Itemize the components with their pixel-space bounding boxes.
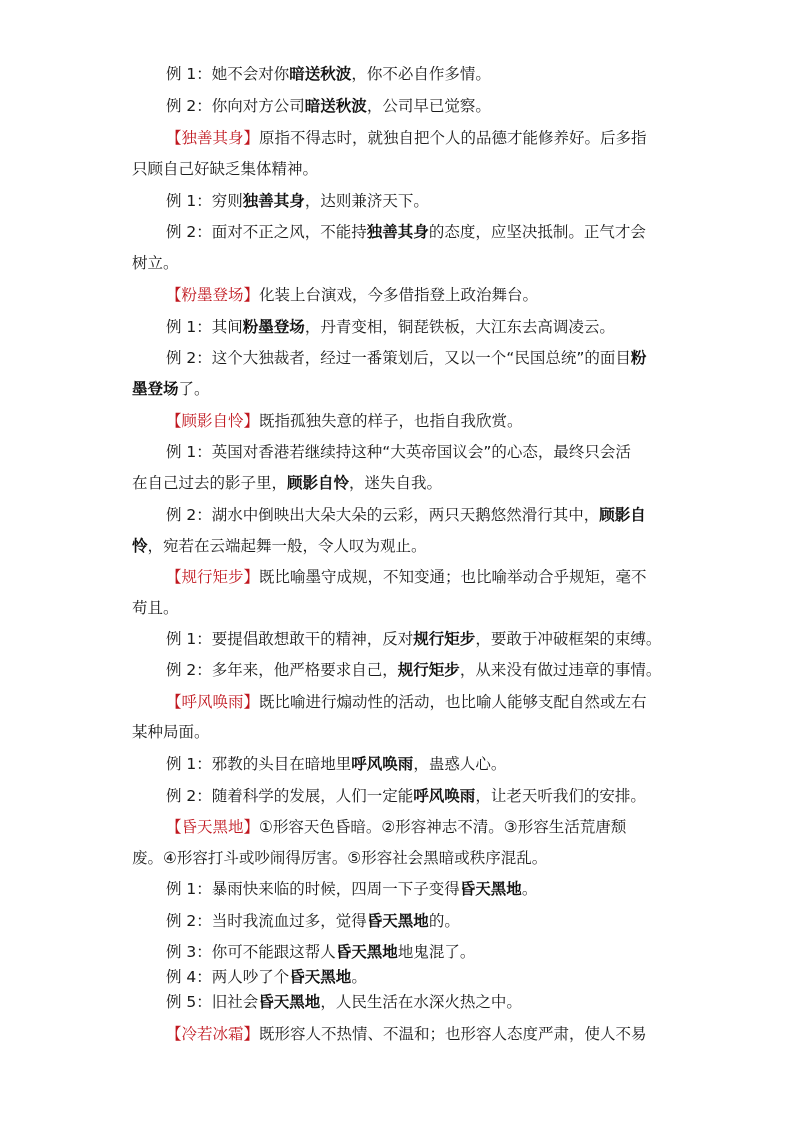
- text-segment: ，让老天听我们的安排。: [475, 787, 646, 805]
- text-segment: 化装上台演戏，今多借指登上政治舞台。: [259, 286, 539, 304]
- idiom-bold: 粉墨登场: [242, 318, 305, 336]
- idiom-bold: 昏天黑地: [258, 993, 321, 1011]
- text-segment: 地鬼混了。: [397, 943, 476, 961]
- text-segment: ，丹青变相，铜琵铁板，大江东去高调凌云。: [304, 318, 615, 336]
- text-segment: 例 2：多年来，他严格要求自己，: [166, 661, 398, 679]
- idiom-bold: 独善其身: [366, 223, 429, 241]
- text-segment: 例 2：随着科学的发展，人们一定能: [166, 787, 414, 805]
- text-segment: 树立。: [132, 254, 179, 272]
- idiom-term: 【呼风唤雨】: [166, 693, 260, 711]
- text-segment: 例 1：她不会对你: [166, 65, 290, 83]
- text-segment: ，迷失自我。: [349, 474, 443, 492]
- text-line: [166, 817, 626, 837]
- text-segment: 在自己过去的影子里，: [132, 474, 288, 492]
- text-line: [166, 411, 523, 431]
- text-line: [166, 754, 506, 774]
- text-segment: 例 2：面对不正之风，不能持: [166, 223, 367, 241]
- text-segment: ，人民生活在水深火热之中。: [320, 993, 522, 1011]
- text-segment: 废。④形容打斗或吵闹得厉害。⑤形容社会黑暗或秩序混乱。: [132, 849, 548, 867]
- idiom-bold: 墨登场: [132, 380, 179, 398]
- idiom-bold: 规行矩步: [397, 661, 460, 679]
- text-line: [132, 253, 179, 273]
- text-segment: 了。: [178, 380, 210, 398]
- text-line: [166, 348, 646, 368]
- text-segment: 例 2：当时我流血过多，觉得: [166, 912, 367, 930]
- text-segment: 例 1：邪教的头目在暗地里: [166, 755, 352, 773]
- text-segment: 既比喻进行煽动性的活动，也比喻人能够支配自然或左右: [259, 693, 647, 711]
- text-line: [166, 660, 661, 680]
- text-segment: ，要敢于冲破框架的束缚。: [475, 630, 662, 648]
- idiom-term: 【冷若冰霜】: [166, 1025, 260, 1043]
- text-line: [166, 942, 475, 962]
- text-segment: 例 2：你向对方公司: [166, 97, 305, 115]
- text-line: [132, 536, 427, 556]
- text-segment: 例 1：要提倡敢想敢干的精神，反对: [166, 630, 414, 648]
- text-segment: ，达则兼济天下。: [304, 192, 429, 210]
- idiom-bold: 怜: [132, 537, 148, 555]
- text-segment: 例 1：英国对香港若继续持这种“大英帝国议会”的心态，最终只会活: [166, 443, 631, 461]
- text-segment: ，宛若在云端起舞一般，令人叹为观止。: [147, 537, 427, 555]
- text-line: [166, 567, 647, 587]
- text-segment: 某种局面。: [132, 723, 210, 741]
- text-segment: ，你不必自作多情。: [351, 65, 491, 83]
- text-line: [166, 96, 491, 116]
- text-segment: 的态度，应坚决抵制。正气才会: [428, 223, 646, 241]
- text-line: [166, 222, 646, 242]
- text-line: [166, 317, 615, 337]
- idiom-bold: 独善其身: [242, 192, 305, 210]
- text-line: [166, 967, 367, 987]
- idiom-bold: 暗送秋波: [289, 65, 352, 83]
- text-segment: ，从来没有做过违章的事情。: [459, 661, 662, 679]
- text-line: [166, 285, 538, 305]
- text-segment: 例 4：两人吵了个: [166, 968, 290, 986]
- text-segment: 例 1：其间: [166, 318, 243, 336]
- idiom-bold: 昏天黑地: [459, 880, 522, 898]
- text-segment: 例 2：这个大独裁者，经过一番策划后，又以一个“民国总统”的面目: [166, 349, 631, 367]
- text-line: [166, 692, 647, 712]
- idiom-term: 【独善其身】: [166, 129, 260, 147]
- text-segment: 例 3：你可不能跟这帮人: [166, 943, 336, 961]
- text-line: [166, 1024, 647, 1044]
- text-line: [166, 505, 646, 525]
- text-line: [166, 442, 631, 462]
- text-segment: 的。: [428, 912, 460, 930]
- text-segment: 例 1：穷则: [166, 192, 243, 210]
- idiom-bold: 昏天黑地: [366, 912, 429, 930]
- text-line: [132, 473, 442, 493]
- text-line: [166, 191, 429, 211]
- text-segment: 。: [521, 880, 538, 898]
- text-line: [166, 879, 537, 899]
- text-segment: 苟且。: [132, 599, 179, 617]
- idiom-bold: 昏天黑地: [289, 968, 352, 986]
- idiom-bold: 顾影自怜: [287, 474, 350, 492]
- text-segment: 原指不得志时，就独自把个人的品德才能修养好。后多指: [259, 129, 647, 147]
- text-segment: ①形容天色昏暗。②形容神志不清。③形容生活荒唐颓: [259, 818, 627, 836]
- text-line: [166, 128, 647, 148]
- text-line: [166, 64, 491, 84]
- text-segment: 既形容人不热情、不温和；也形容人态度严肃，使人不易: [259, 1025, 647, 1043]
- idiom-bold: 顾影自: [599, 506, 646, 524]
- idiom-bold: 粉: [630, 349, 647, 367]
- text-segment: 例 5：旧社会: [166, 993, 259, 1011]
- text-line: [166, 911, 460, 931]
- idiom-bold: 昏天黑地: [335, 943, 398, 961]
- text-segment: 既指孤独失意的样子，也指自我欣赏。: [259, 412, 523, 430]
- text-line: [166, 992, 522, 1012]
- text-segment: 例 1：暴雨快来临的时候，四周一下子变得: [166, 880, 460, 898]
- text-line: [132, 598, 179, 618]
- idiom-term: 【粉墨登场】: [166, 286, 260, 304]
- text-line: [132, 159, 318, 179]
- idiom-bold: 暗送秋波: [304, 97, 367, 115]
- text-line: [166, 629, 661, 649]
- idiom-term: 【顾影自怜】: [166, 412, 260, 430]
- idiom-bold: 规行矩步: [413, 630, 476, 648]
- text-segment: ，蛊惑人心。: [413, 755, 507, 773]
- text-segment: 例 2：湖水中倒映出大朵大朵的云彩，两只天鹅悠然滑行其中，: [166, 506, 600, 524]
- text-segment: 既比喻墨守成规，不知变通；也比喻举动合乎规矩，毫不: [259, 568, 647, 586]
- text-segment: 。: [351, 968, 367, 986]
- text-line: [132, 379, 210, 399]
- text-line: [166, 786, 646, 806]
- text-segment: 只顾自己好缺乏集体精神。: [132, 160, 319, 178]
- idiom-bold: 呼风唤雨: [413, 787, 476, 805]
- text-segment: ，公司早已觉察。: [366, 97, 491, 115]
- text-line: [132, 722, 210, 742]
- idiom-term: 【规行矩步】: [166, 568, 260, 586]
- idiom-bold: 呼风唤雨: [351, 755, 414, 773]
- idiom-term: 【昏天黑地】: [166, 818, 260, 836]
- text-line: [132, 848, 547, 868]
